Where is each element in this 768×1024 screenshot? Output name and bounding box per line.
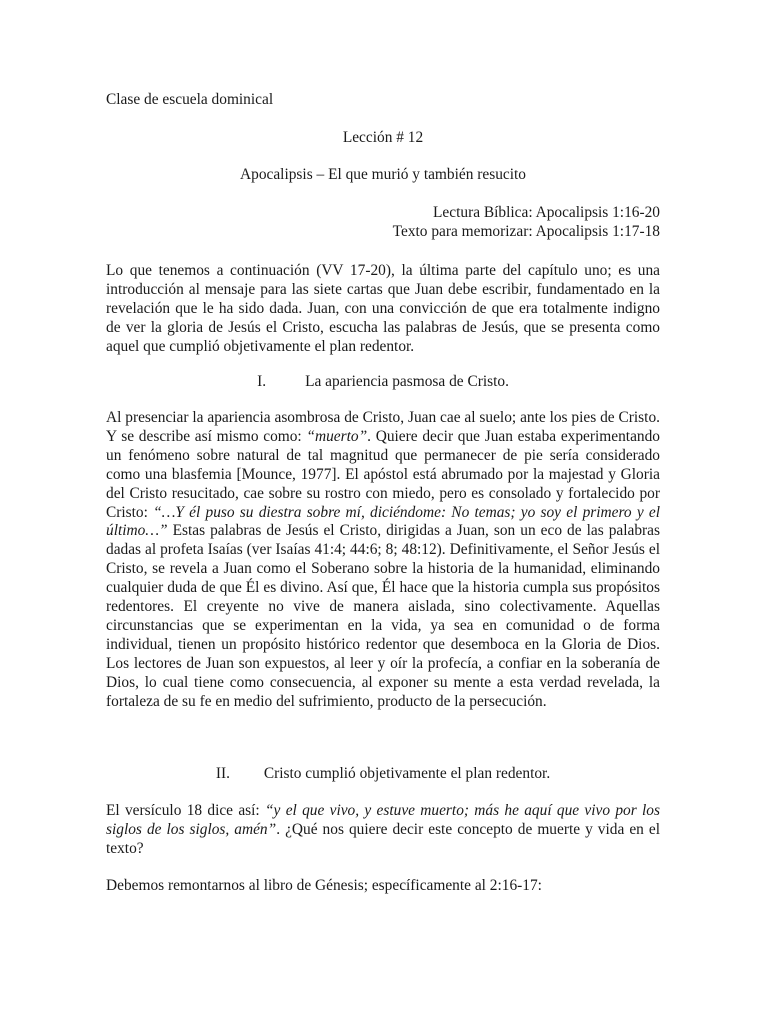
section-1-text-b: . Quiere decir que Juan estaba experimentando un fenómeno sobre natural de tal magnitud que permanecer de pie sería considerado como una blasfemia [Mounce, 1977]. El apóstol está abrumado por la majestad y Gloria del Cristo resucitado, cae sobre su rostro con miedo, pero es consolado y fortalecido por Cristo: [106,427,660,521]
intro-paragraph: Lo que tenemos a continuación (VV 17-20), la última parte del capítulo uno; es una introducción al mensaje para las siete cartas que Juan debe escribir, fundamentado en la revelación que le ha sido dada. Juan, con una convicción de que era totalmente indigno de ver la gloria de Jesús el Cristo, escucha las palabras de Jesús, que se presenta como aquel que cumplió objetivamente el plan redentor. [106,262,660,355]
section-heading-2 [106,765,660,784]
section-number-1: I. [257,373,267,390]
lesson-title: Apocalipsis – El que murió y también resucito [240,166,526,183]
document-header: Clase de escuela dominical [106,91,274,108]
lesson-number: Lección # 12 [342,129,424,146]
section-1-quote-a: “muerto” [306,427,368,445]
section-number-2: II. [215,765,230,782]
section-2-quote: “y el que vivo, y estuve muerto; más he aquí que vivo por los siglos de los siglos, amén” [106,802,660,838]
section-heading-1 [106,373,660,392]
section-1-quote-b: “…Y él puso su diestra sobre mí, diciéndome: No temas; yo soy el primero y el último…” [106,503,660,540]
section-title-2: Cristo cumplió objetivamente el plan redentor. [263,765,551,782]
section-1-text-c: Estas palabras de Jesús el Cristo, dirigidas a Juan, son un eco de las palabras dadas al profeta Isaías (ver Isaías 41:4; 44:6; 8; 48:12). Definitivamente, el Señor Jesús el Cristo, se revela a Juan como el Soberano sobre la historia de la humanidad, eliminando cualquier duda de que Él es divino. Así que, Él hace que la historia cumpla sus propósitos redentores. El creyente no vive de manera aislada, sino colectivamente. Aquellas circunstancias que se experimentan en la vida, ya sea en comunidad o de forma individual, tienen un propósito histórico redentor que desemboca en la Gloria de Dios. Los lectores de Juan son expuestos, al leer y oír la profecía, a confiar en la soberanía de Dios, lo cual tiene como consecuencia, al exponer su mente a esta verdad revelada, la fortaleza de su fe en medio del sufrimiento, producto de la persecución. [106,522,660,710]
section-2-text-b: . ¿Qué nos quiere decir este concepto de muerte y vida en el texto? [106,820,660,857]
section-2-paragraph [106,802,660,859]
bible-reading: Lectura Bíblica: Apocalipsis 1:16-20 [433,204,660,221]
scripture-references [106,204,660,242]
section-1-text-a: Al presenciar la apariencia asombrosa de Cristo, Juan cae al suelo; ante los pies de Cristo. Y se describe así mismo como: [106,409,660,445]
section-2-text-a: El versículo 18 dice así: [106,802,265,819]
section-title-1: La apariencia pasmosa de Cristo. [305,373,509,390]
section-1-paragraph [106,409,660,712]
closing-paragraph: Debemos remontarnos al libro de Génesis; específicamente al 2:16-17: [106,877,542,894]
memory-verse: Texto para memorizar: Apocalipsis 1:17-18 [392,222,660,240]
